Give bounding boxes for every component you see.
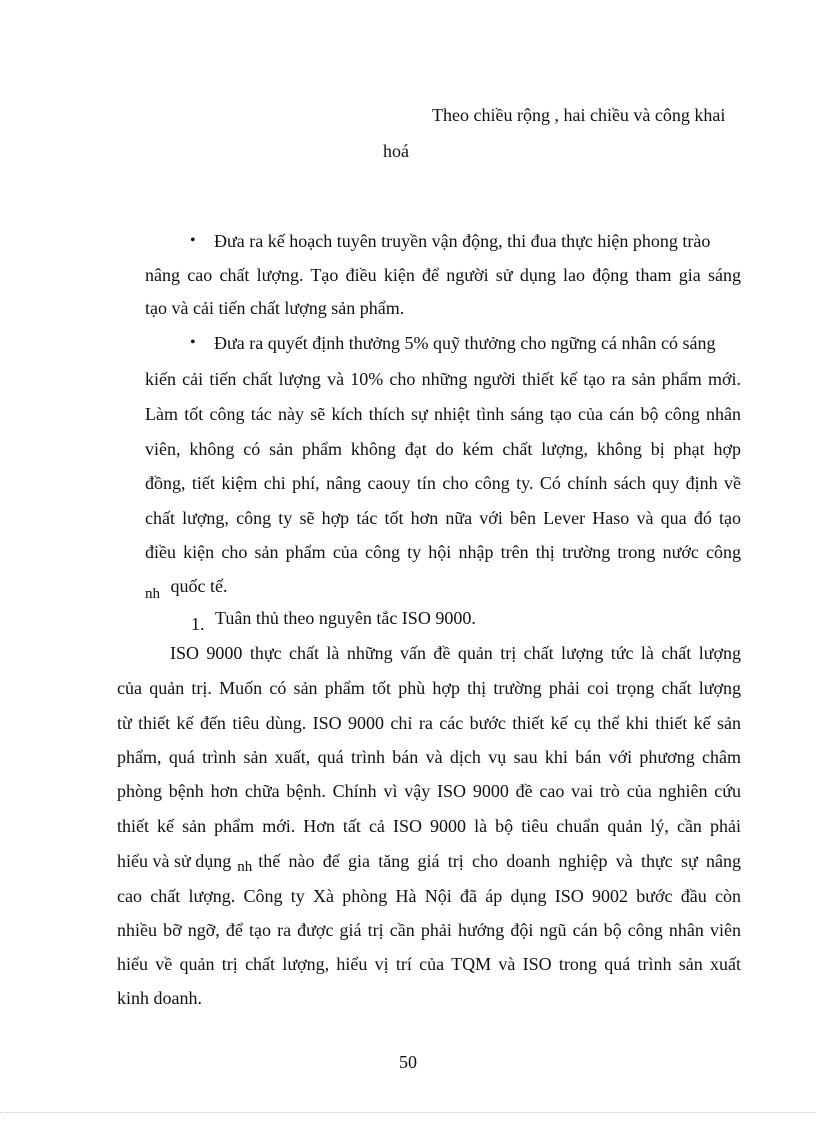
page-bottom-border [0, 1112, 816, 1113]
paragraph-line-9: nhiều bỡ ngỡ, để tạo ra được giá trị cần phải hướng đội ngũ cán bộ công nhân viên [117, 920, 741, 940]
section-title: Tuân thủ theo nguyên tắc ISO 9000. [215, 608, 476, 628]
header-line-1: Theo chiều rộng , hai chiều và công khai [432, 105, 726, 125]
bullet-2-last-line [145, 574, 227, 600]
bullet-icon: • [190, 232, 196, 249]
paragraph-line-1: ISO 9000 thực chất là những vấn đề quản trị chất lượng tức là chất lượng [170, 643, 741, 663]
bullet-2-line-7: điều kiện cho sản phẩm của công ty hội nhập trên thị trường trong nước công [145, 542, 741, 562]
paragraph-line-4: phẩm, quá trình sản xuất, quá trình bán và dịch vụ sau khi bán với phương châm [117, 747, 741, 767]
page-number: 50 [399, 1052, 417, 1072]
paragraph-line-6: thiết kế sản phẩm mới. Hơn tất cả ISO 9000 là bộ tiêu chuẩn quản lý, cần phải [117, 816, 741, 836]
bullet-2-line-5: đồng, tiết kiệm chi phí, nâng caouy tín cho công ty. Có chính sách quy định về [145, 473, 741, 493]
header-line-2: hoá [383, 141, 409, 161]
bullet-1-line-3: tạo và cải tiến chất lượng sản phẩm. [145, 298, 405, 318]
fragment-text: nh [145, 586, 160, 602]
paragraph-line-3: từ thiết kế đến tiêu dùng. ISO 9000 chỉ ra các bước thiết kế cụ thể khi thiết kế sản [117, 713, 741, 733]
bullet-2-line-3: Làm tốt công tác này sẽ kích thích sự nhiệt tình sáng tạo của cán bộ công nhân [145, 404, 741, 424]
paragraph-line-10: hiểu về quản trị chất lượng, hiểu vị trí của TQM và ISO trong quá trình sản xuất [117, 954, 741, 974]
bullet-1-line-2: nâng cao chất lượng. Tạo điều kiện để người sử dụng lao động tham gia sáng [145, 265, 741, 285]
paragraph-line-7 [117, 849, 741, 873]
bullet-2-line-2: kiến cải tiến chất lượng và 10% cho những người thiết kế tạo ra sản phẩm mới. [145, 369, 741, 389]
bullet-2-first-line: Đưa ra quyết định thưởng 5% quỹ thưởng cho ngững cá nhân có sáng [214, 333, 716, 353]
fragment-text: nh [237, 859, 253, 875]
bullet-2-line-6: chất lượng, công ty sẽ hợp tác tốt hơn nữa với bên Lever Haso và qua đó tạo [145, 508, 741, 528]
paragraph-line-8: cao chất lượng. Công ty Xà phòng Hà Nội đã áp dụng ISO 9002 bước đầu còn [117, 886, 741, 906]
paragraph-line-7-start: hiểu và sử dụng [117, 851, 232, 871]
paragraph-last-line: kinh doanh. [117, 988, 202, 1008]
paragraph-line-5: phòng bệnh hơn chữa bệnh. Chính vì vậy ISO 9000 đề cao vai trò của nghiên cứu [117, 781, 741, 801]
paragraph-line-2: của quản trị. Muốn có sản phẩm tốt phù hợp thị trường phải coi trọng chất lượng [117, 678, 741, 698]
bullet-2-line-4: viên, không có sản phẩm không đạt do kém chất lượng, không bị phạt hợp [145, 439, 741, 459]
section-number: 1. [191, 614, 205, 634]
bullet-2-last-text: quốc tế. [170, 576, 228, 596]
bullet-1-first-line: Đưa ra kế hoạch tuyên truyền vận động, thi đua thực hiện phong trào [214, 231, 711, 251]
bullet-icon: • [190, 334, 196, 351]
paragraph-line-7-end: thế nào để gia tăng giá trị cho doanh nghiệp và thực sự nâng [258, 851, 741, 871]
